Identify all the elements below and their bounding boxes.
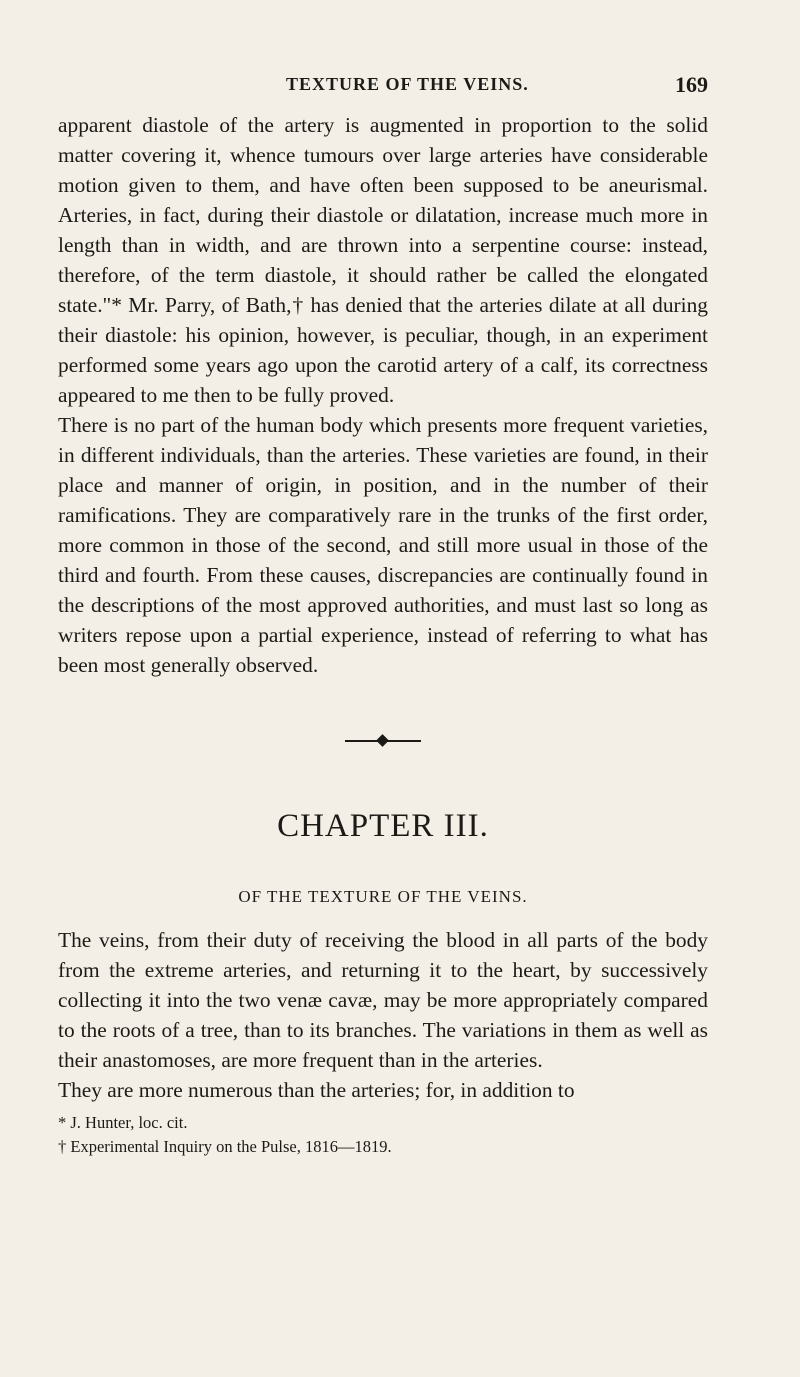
body-text-part2: [58, 925, 708, 1105]
chapter-heading: CHAPTER III.: [277, 808, 489, 844]
page-number: 169: [675, 72, 708, 97]
footnote: † Experimental Inquiry on the Pulse, 1816—1819.: [58, 1137, 392, 1156]
body-text-part1: [58, 110, 708, 680]
section-title: OF THE TEXTURE OF THE VEINS.: [238, 887, 528, 906]
paragraph: apparent diastole of the artery is augmented in proportion to the solid matter covering it, whence tumours over large arteries have considerable motion given to them, and have often been supposed to be aneurismal. Arteries, in fact, during their diastole or dilatation, increase much more in length than in width, and are thrown into a serpentine course: instead, therefore, of the term diastole, it should rather be called the elongated state."* Mr. Parry, of Bath,† has denied that the arteries dilate at all during their diastole: his opinion, however, is peculiar, though, in an experiment performed some years ago upon the carotid artery of a calf, its correctness appeared to me then to be fully proved.: [58, 113, 708, 407]
running-head: [58, 74, 708, 104]
footnotes: [58, 1111, 708, 1159]
paragraph: There is no part of the human body which presents more frequent varieties, in different individuals, than the arteries. These varieties are found, in their place and manner of origin, in position, and in the number of their ramifications. They are comparatively rare in the trunks of the first order, more common in those of the second, and still more usual in those of the third and fourth. From these causes, discrepancies are continually found in the descriptions of the most approved authorities, and must last so long as writers repose upon a partial experience, instead of referring to what has been most generally observed.: [58, 413, 708, 677]
chapter-divider-ornament: [345, 734, 421, 748]
diamond-ornament-icon: [376, 734, 389, 747]
paragraph: They are more numerous than the arteries; for, in addition to: [58, 1078, 575, 1102]
paragraph: The veins, from their duty of receiving the blood in all parts of the body from the extreme arteries, and returning it to the heart, by successively collecting it into the two venæ cavæ, may be more appropriately compared to the roots of a tree, than to its branches. The variations in them as well as their anastomoses, are more frequent than in the arteries.: [58, 928, 708, 1072]
footnote: * J. Hunter, loc. cit.: [58, 1113, 188, 1132]
running-title: TEXTURE OF THE VEINS.: [286, 74, 529, 94]
